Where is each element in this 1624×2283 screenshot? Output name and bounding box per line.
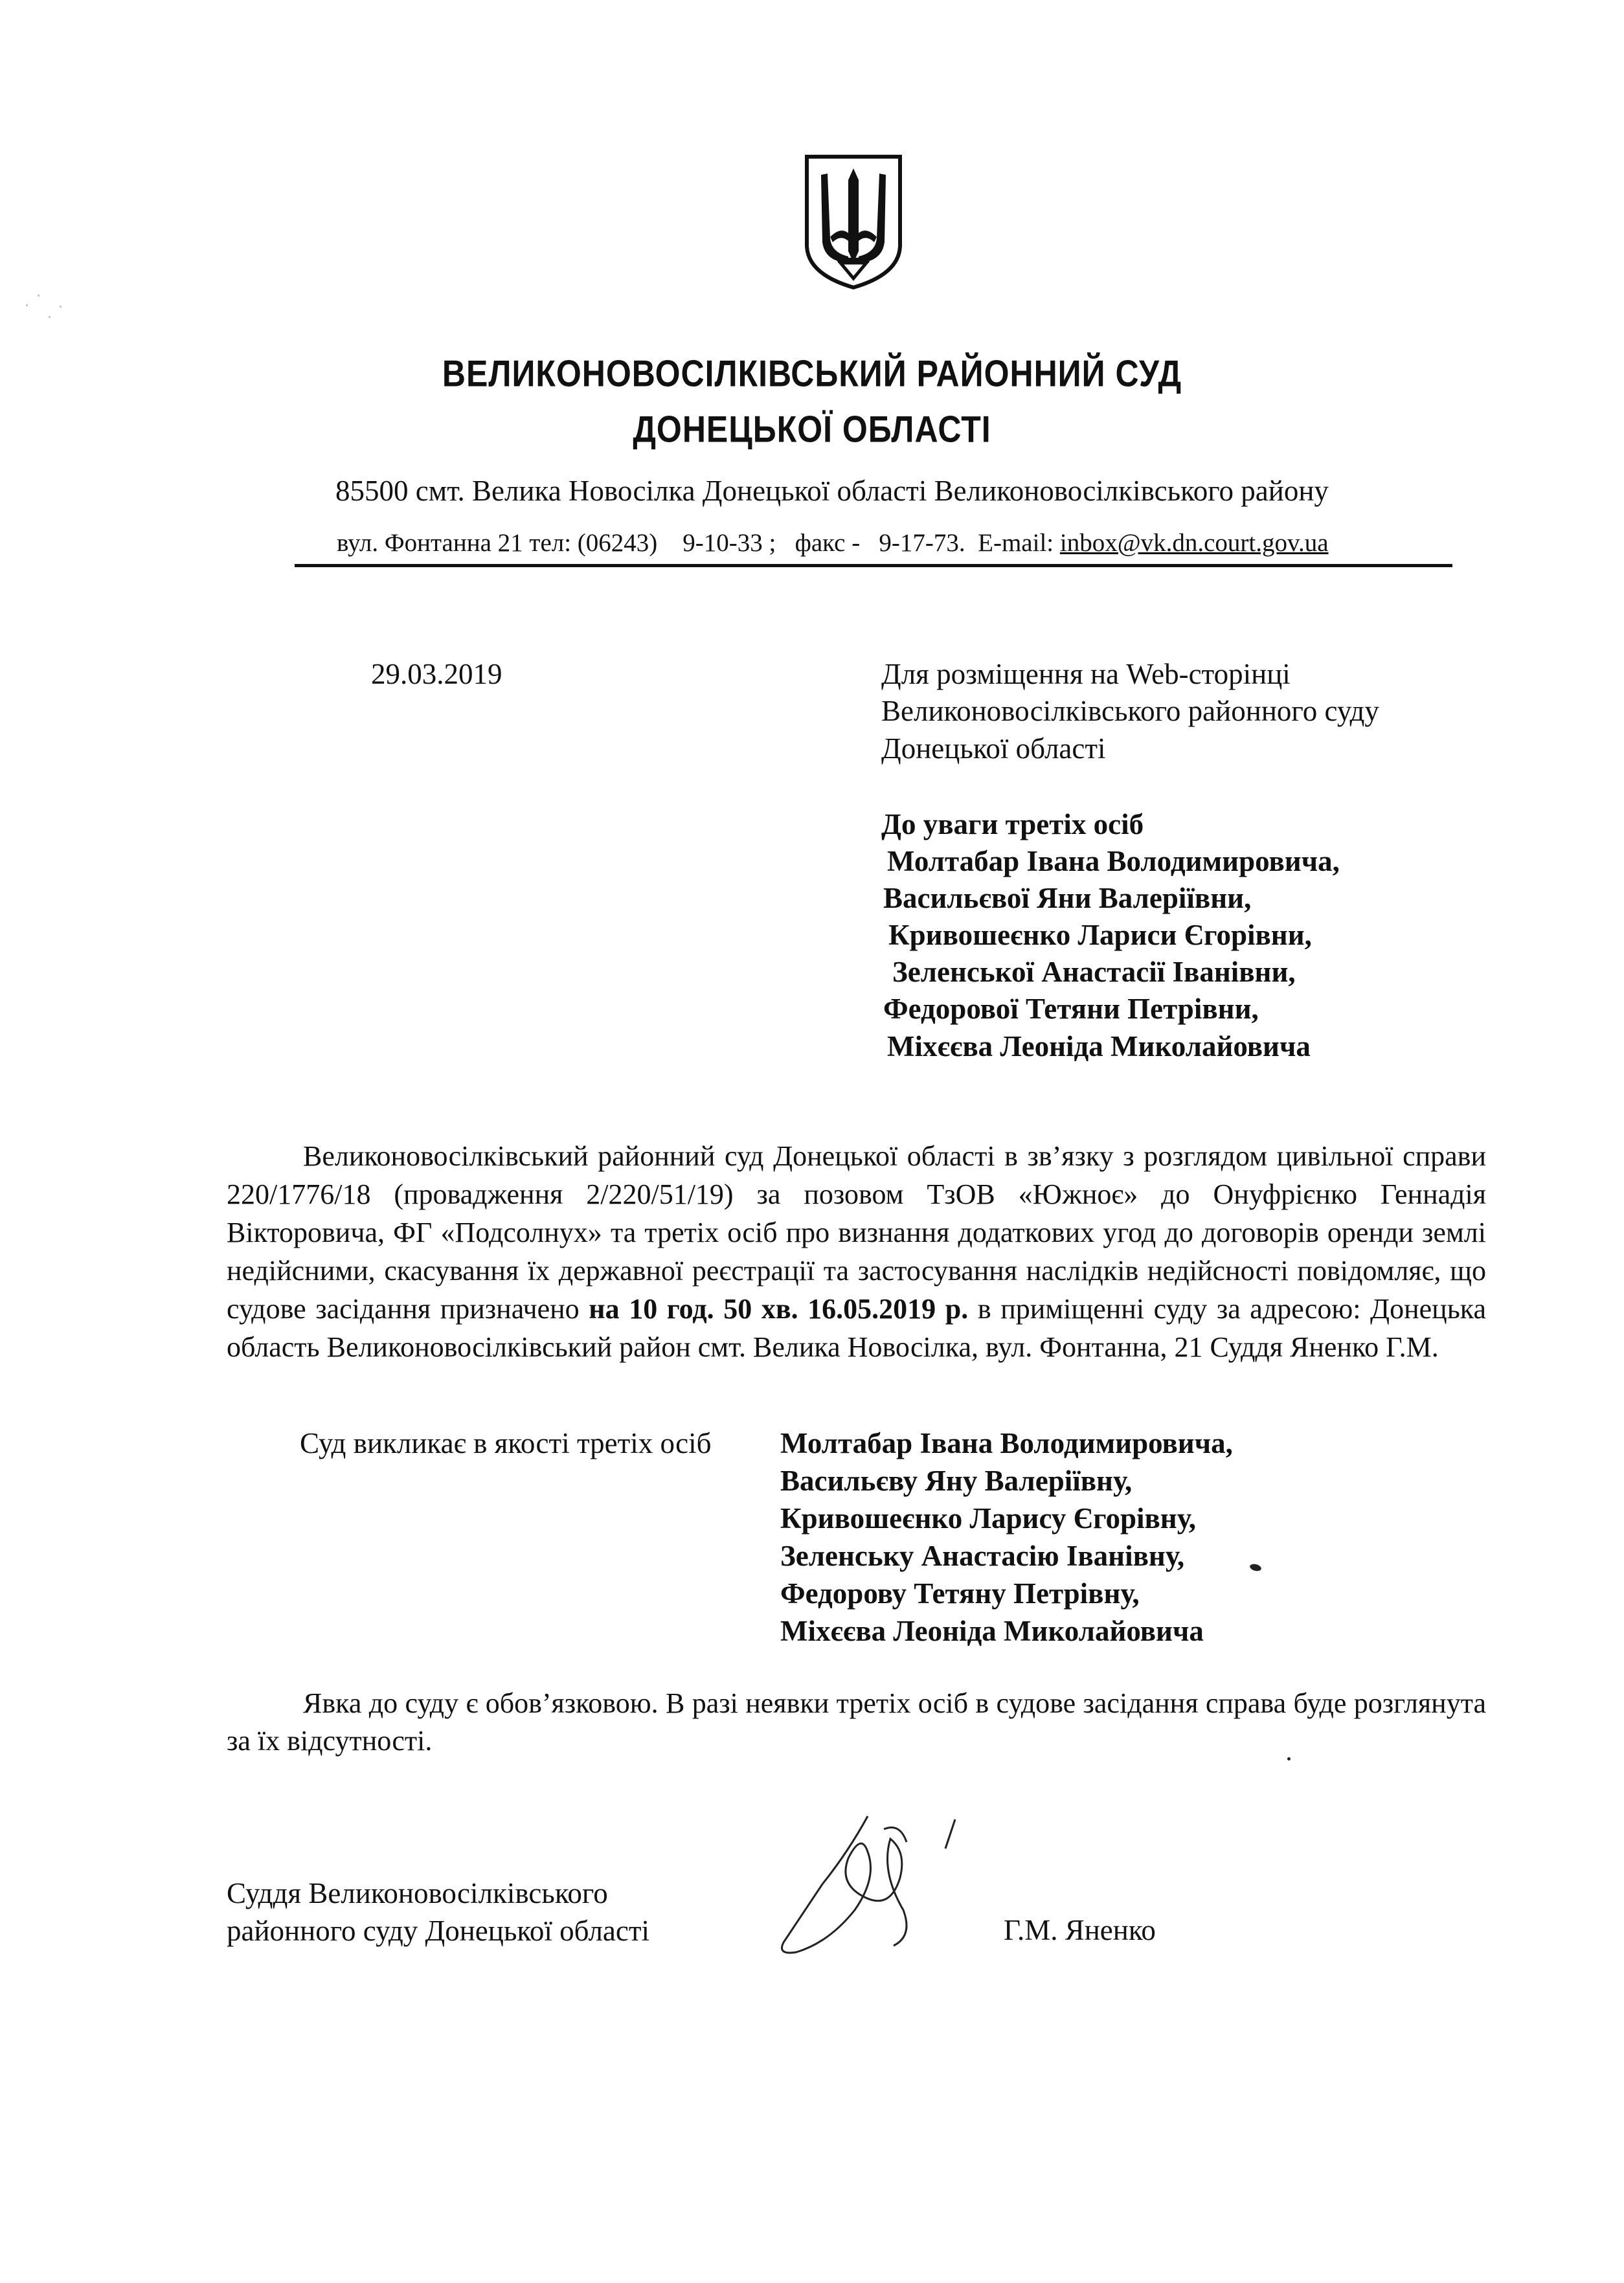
attention-person: Васильєвої Яни Валеріївни, bbox=[883, 882, 1252, 914]
judge-name: Г.М. Яненко bbox=[1004, 1914, 1156, 1946]
email-text: inbox@vk.dn.court.gov.ua bbox=[1059, 529, 1329, 557]
attention-person: Кривошеєнко Лариси Єгорівни, bbox=[888, 919, 1312, 951]
notice-paragraph bbox=[227, 1137, 1486, 1366]
summoned-person: Кривошеєнко Ларису Єгорівну, bbox=[780, 1502, 1196, 1535]
summoned-person: Васильєву Яну Валеріївну, bbox=[780, 1465, 1133, 1497]
attention-person: Молтабар Івана Володимировича, bbox=[887, 845, 1340, 877]
address-line2 bbox=[337, 528, 1329, 557]
notice-text-start: Великоновосілківський районний суд Донецької області в зв’язку з розглядом цивільної справи 220/1776/18 (провадження 2/220/51/19) за позовом ТзОВ «Южноє» до Онуфрієнко Геннадія Вікторовича, ФГ «Подсолнух» та третіх осіб про визнання додаткових угод до договорів оренди землі недійсними, скасування їх державної реєстрації та застосування наслідків недійсності повідомляє, що судове засідання призначено bbox=[227, 1140, 1486, 1325]
summoned-person: Молтабар Івана Володимировича, bbox=[780, 1427, 1233, 1459]
summoned-person: Міхєєва Леоніда Миколайовича bbox=[780, 1615, 1204, 1647]
ink-mark bbox=[1249, 1563, 1262, 1572]
court-name-line2: ДОНЕЦЬКОЇ ОБЛАСТІ bbox=[633, 408, 991, 451]
attention-person: Зеленської Анастасії Іванівни, bbox=[892, 956, 1296, 988]
judge-position-line2: районного суду Донецької області bbox=[227, 1915, 650, 1947]
attention-person: Федорової Тетяни Петрівни, bbox=[883, 993, 1259, 1025]
signature-scribble-icon bbox=[771, 1813, 984, 1962]
placement-line-1: Для розміщення на Web-сторінці bbox=[881, 658, 1291, 690]
header-divider bbox=[295, 564, 1452, 567]
attention-person: Міхєєва Леоніда Миколайовича bbox=[887, 1030, 1311, 1063]
contacts-text: вул. Фонтанна 21 тел: (06243) 9-10-33 ; факс - 9-17-73. E-mail: bbox=[337, 529, 1060, 557]
placement-line-3: Донецької області bbox=[881, 732, 1106, 765]
coat-of-arms-icon bbox=[802, 154, 905, 290]
notice-text-end: в приміщенні суду за адресою: Донецька область Великоновосілківський район смт. Велика Новосілка, вул. Фонтанна, 21 Суддя Яненко Г.М. bbox=[227, 1293, 1487, 1363]
summoned-person: Зеленську Анастасію Іванівну, bbox=[780, 1540, 1185, 1572]
court-name-line1: ВЕЛИКОНОВОСІЛКІВСЬКИЙ РАЙОННИЙ СУД bbox=[442, 352, 1182, 395]
document-date: 29.03.2019 bbox=[371, 658, 502, 690]
summoned-person: Федорову Тетяну Петрівну, bbox=[780, 1577, 1140, 1610]
address-line1: 85500 смт. Велика Новосілка Донецької області Великоновосілківського району bbox=[335, 475, 1329, 507]
attention-heading: До уваги третіх осіб bbox=[881, 808, 1144, 840]
summon-lead: Суд викликає в якості третіх осіб bbox=[300, 1427, 712, 1459]
attendance-paragraph: Явка до суду є обов’язковою. В разі неявки третіх осіб в судове засідання справа буде розглянута за їх відсутності. bbox=[227, 1687, 1486, 1757]
placement-line-2: Великоновосілківського районного суду bbox=[881, 695, 1379, 727]
judge-position-line1: Суддя Великоновосілківського bbox=[227, 1877, 608, 1909]
hearing-datetime: на 10 год. 50 хв. 16.05.2019 р. bbox=[589, 1293, 969, 1325]
ink-dot bbox=[1287, 1757, 1291, 1760]
